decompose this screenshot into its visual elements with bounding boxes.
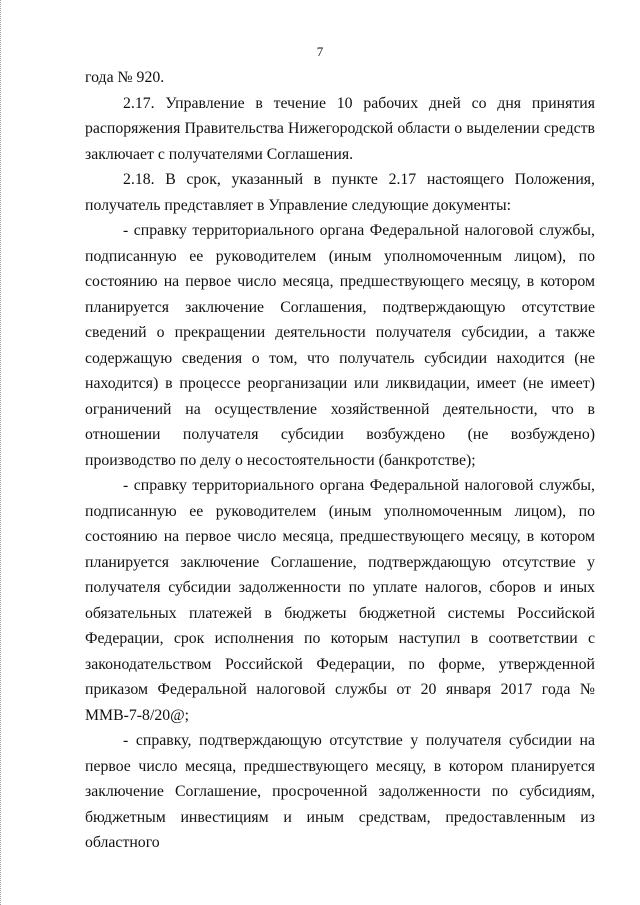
paragraph-2-17: 2.17. Управление в течение 10 рабочих дней со дня принятия распоряжения Правительства Нижегородской области о выделении средств заключает с получателями Соглашения. [85,94,595,163]
page-number: 7 [316,44,324,59]
paragraph-continuation: года № 920. [85,69,165,86]
list-item-tax-certificate-status: - справку территориального органа Федеральной налоговой службы, подписанную ее руководителем (иным уполномоченным лицом), по состоянию на первое число месяца, предшествующего месяцу, в котором планируется заключение Соглашения, подтверждающую отсутствие сведений о прекращении деятельности получателя субсидии, а также содержащую сведения о том, что получатель субсидии находится (не находится) в процессе реорганизации или ликвидации, имеет (не имеет) ограничений на осуществление хозяйственной деятельности, что в отношении получателя субсидии возбуждено (не возбуждено) производство по делу о несостоятельности (банкротстве); [85,222,595,469]
document-body [85,65,595,856]
list-item-tax-certificate-debt: - справку территориального органа Федеральной налоговой службы, подписанную ее руководителем (иным уполномоченным лицом), по состоянию на первое число месяца, предшествующего месяцу, в котором планируется заключение Соглашение, подтверждающую отсутствие у получателя субсидии задолженности по уплате налогов, сборов и иных обязательных платежей в бюджеты бюджетной системы Российской Федерации, срок исполнения по которым наступил в соответствии с законодательством Российской Федерации, по форме, утвержденной приказом Федеральной налоговой службы от 20 января 2017 года № ММВ-7-8/20@; [85,477,595,724]
list-item-subsidy-debt-certificate: - справку, подтверждающую отсутствие у получателя субсидии на первое число месяца, предшествующего месяцу, в котором планируется заключение Соглашение, просроченной задолженности по субсидиям, бюджетным инвестициям и иным средствам, предоставленным из областного [85,732,595,851]
paragraph-2-18: 2.18. В срок, указанный в пункте 2.17 настоящего Положения, получатель представляет в Управление следующие документы: [85,171,595,214]
scan-edge [0,0,3,905]
